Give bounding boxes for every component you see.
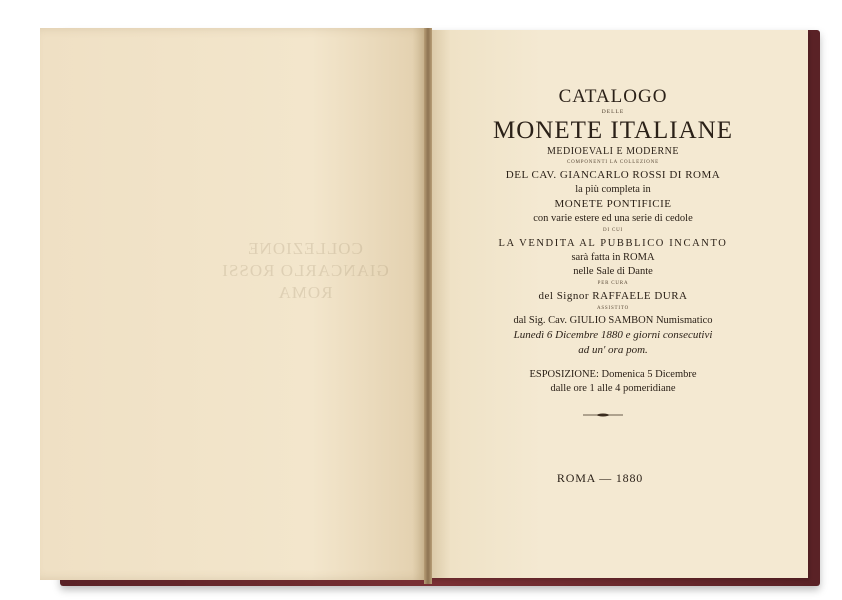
ornament-rule-icon: [583, 413, 623, 417]
title-owner: DEL CAV. GIANCARLO ROSSI DI ROMA: [505, 169, 721, 181]
left-page: [40, 28, 428, 580]
title-cedole: con varie estere ed una serie di cedole: [533, 213, 693, 224]
title-vendita: LA VENDITA AL PUBBLICO INCANTO: [498, 238, 728, 249]
title-assistito: ASSISTITO: [596, 306, 630, 311]
title-sale: nelle Sale di Dante: [573, 266, 653, 277]
title-per-cura: PER CURA: [597, 281, 629, 286]
title-subtitle: MEDIOEVALI E MODERNE: [546, 146, 680, 157]
bleed-through-text: [220, 238, 390, 348]
title-catalogo: CATALOGO: [558, 86, 668, 107]
imprint: ROMA — 1880: [556, 471, 644, 485]
title-completa: la più completa in: [575, 184, 651, 195]
bleed-line: ROMA: [277, 283, 333, 302]
title-orario: dalle ore 1 alle 4 pomeridiane: [550, 383, 676, 394]
book-gutter: [424, 28, 432, 584]
title-divider-word: [448, 358, 778, 368]
title-esposizione: ESPOSIZIONE: Domenica 5 Dicembre: [529, 369, 697, 380]
title-roma: sarà fatta in ROMA: [571, 252, 655, 263]
title-time: ad un' ora pom.: [578, 344, 648, 356]
title-pontificie: MONETE PONTIFICIE: [554, 198, 672, 210]
bleed-line: GIANCARLO ROSSI: [221, 261, 389, 280]
title-dura: del Signor RAFFAELE DURA: [538, 290, 688, 302]
title-sambon: dal Sig. Cav. GIULIO SAMBON Numismatico: [513, 315, 713, 326]
title-page-text: [448, 86, 778, 396]
title-delle: DELLE: [601, 109, 625, 115]
title-componenti: COMPONENTI LA COLLEZIONE: [567, 160, 659, 165]
title-date: Lunedì 6 Dicembre 1880 e giorni consecutivi: [513, 329, 713, 341]
title-main: MONETE ITALIANE: [492, 117, 734, 144]
title-di-cui: DI CUI: [603, 228, 623, 233]
bleed-line: COLLEZIONE: [247, 239, 363, 258]
